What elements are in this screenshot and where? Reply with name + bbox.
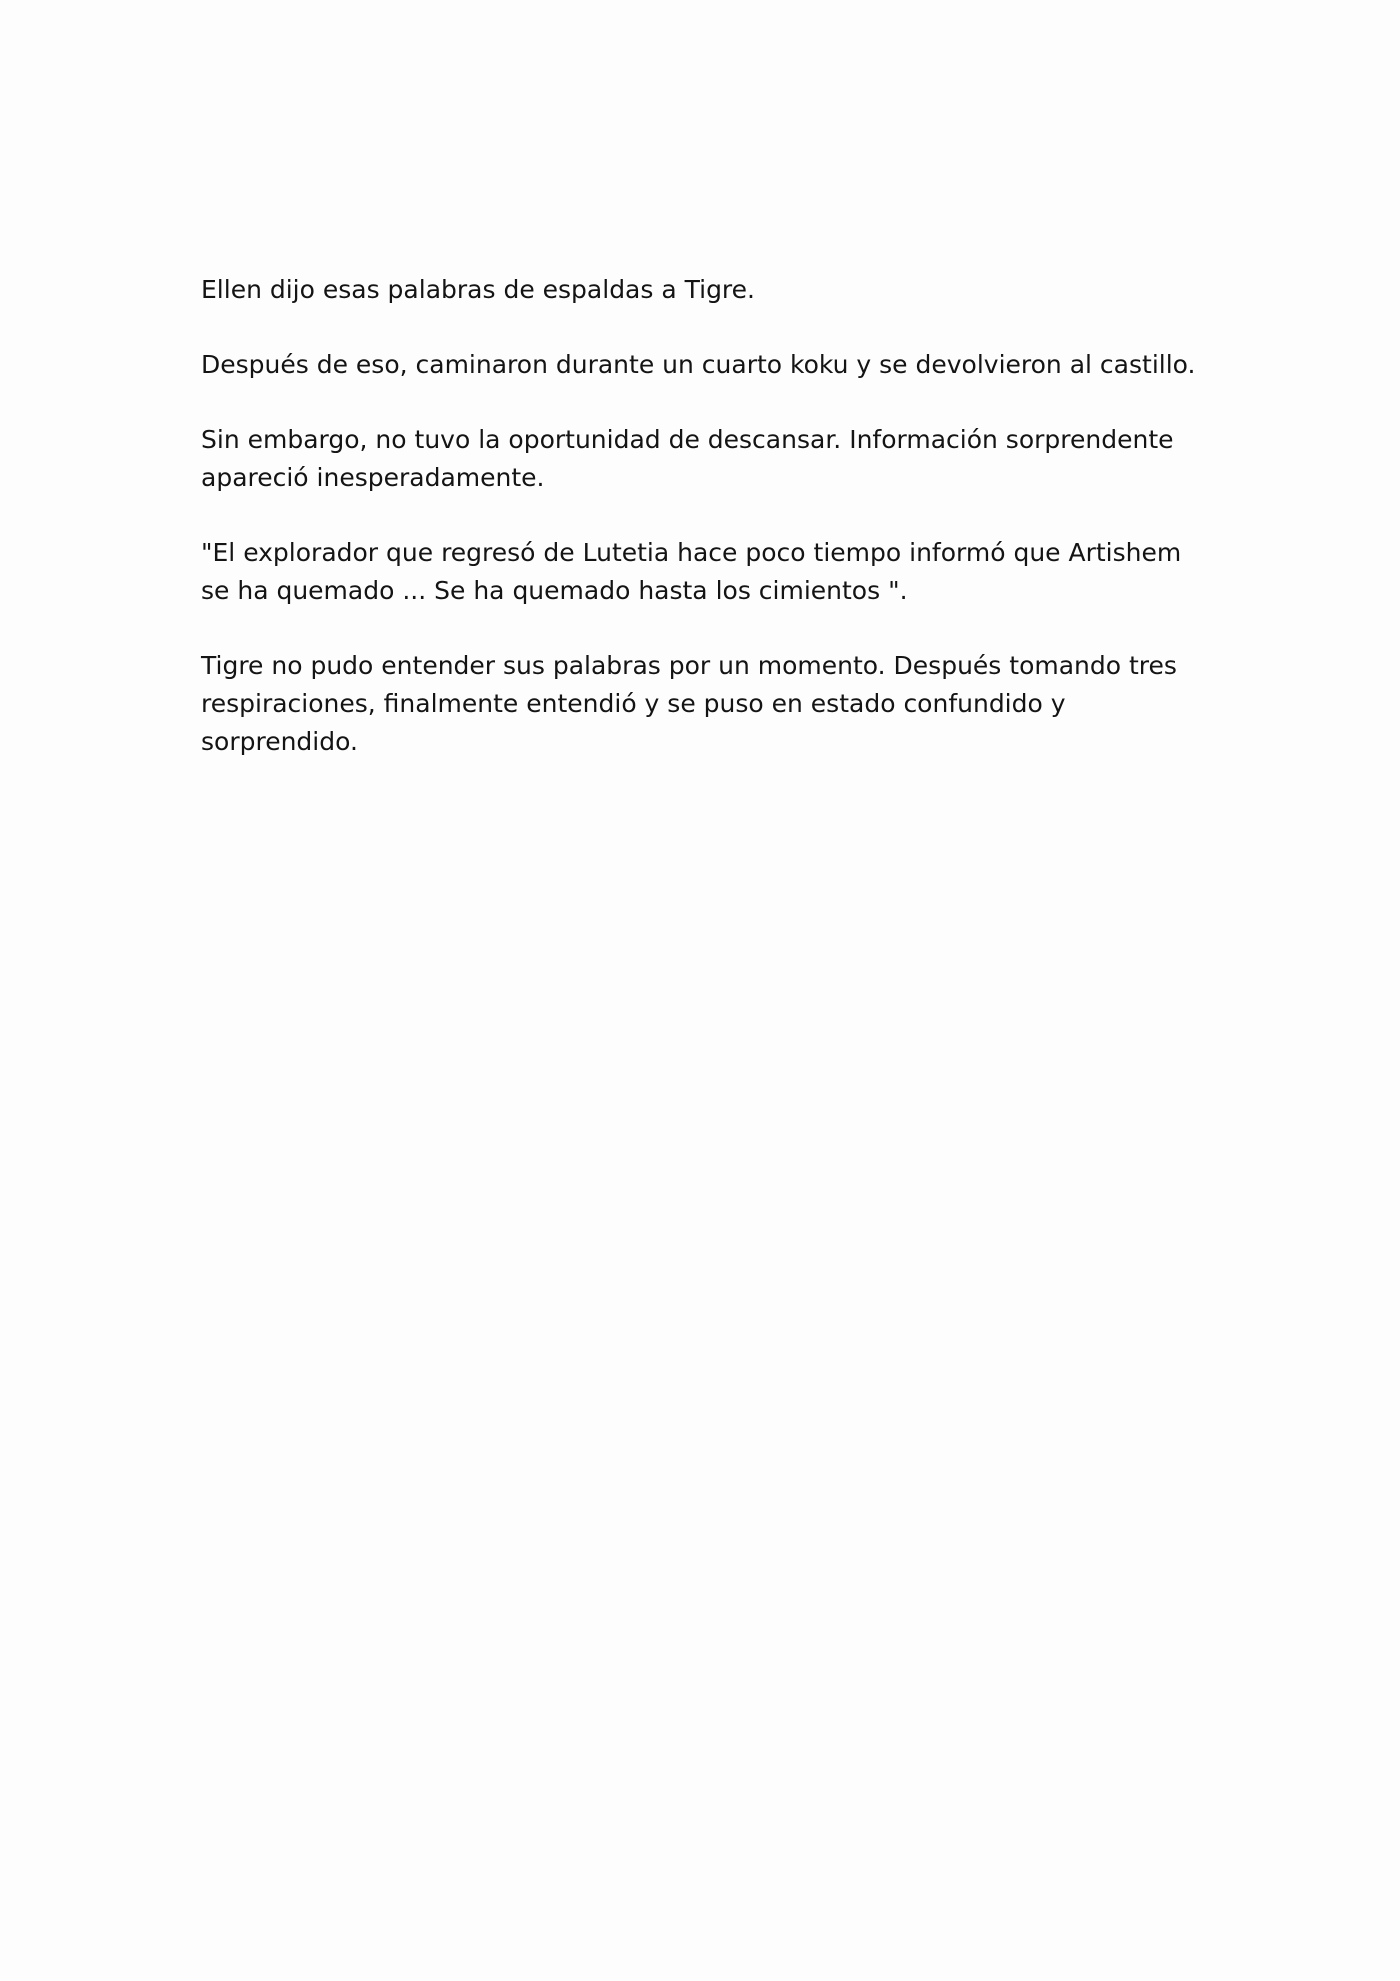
paragraph-5: Tigre no pudo entender sus palabras por un momento. Después tomando tres respiraciones, finalmente entendió y se puso en estado confundido y sorprendido. — [201, 651, 1177, 756]
paragraph-2: Después de eso, caminaron durante un cuarto koku y se devolvieron al castillo. — [201, 350, 1196, 379]
paragraph-4: "El explorador que regresó de Lutetia hace poco tiempo informó que Artishem se ha quemado ... Se ha quemado hasta los cimientos ". — [201, 538, 1182, 605]
paragraph-1: Ellen dijo esas palabras de espaldas a Tigre. — [201, 275, 755, 304]
paragraph-3: Sin embargo, no tuvo la oportunidad de descansar. Información sorprendente apareció inesperadamente. — [201, 425, 1174, 492]
document-body — [201, 271, 1201, 798]
